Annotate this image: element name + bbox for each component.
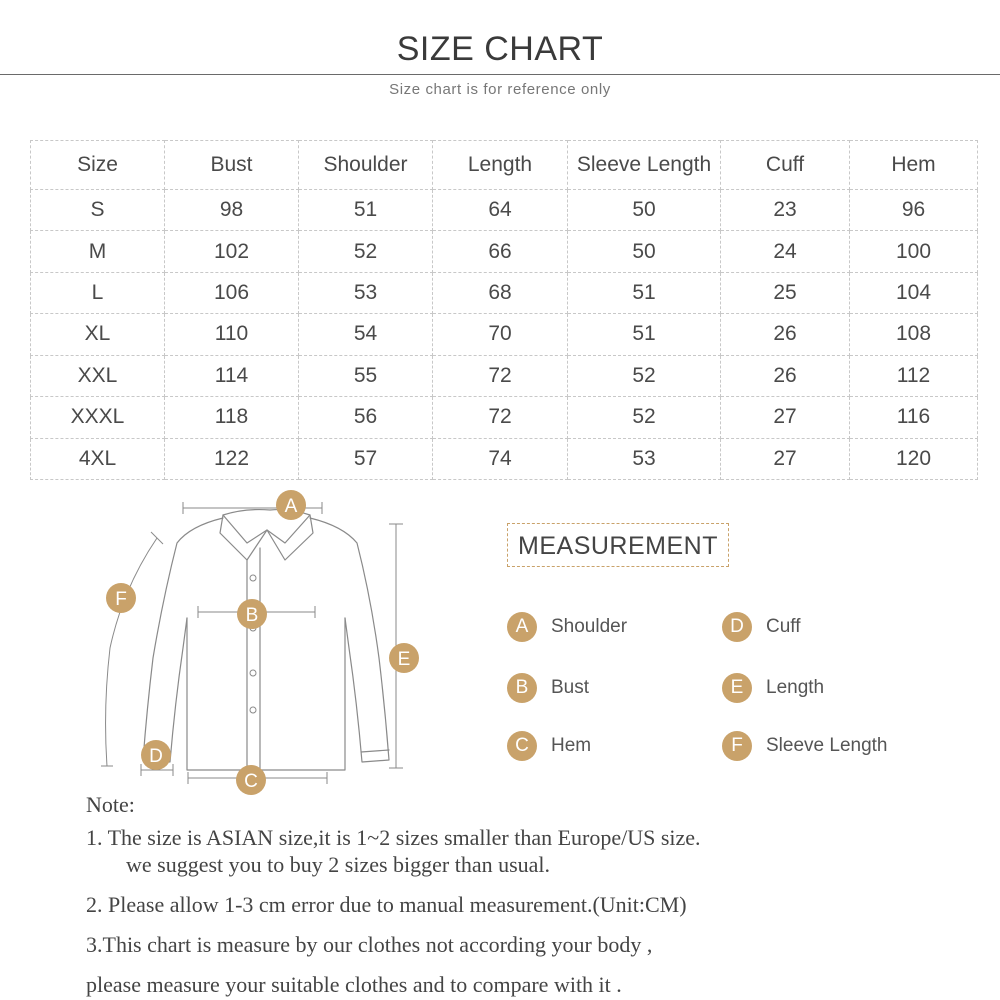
table-cell: 70 xyxy=(433,314,568,355)
table-cell: 53 xyxy=(299,272,433,313)
note-line: please measure your suitable clothes and to compare with it . xyxy=(86,972,622,997)
marker-b xyxy=(237,599,267,629)
table-cell: 68 xyxy=(433,272,568,313)
legend-label: Bust xyxy=(551,677,590,698)
table-row xyxy=(31,397,978,438)
badge-c: C xyxy=(507,731,537,761)
title-divider xyxy=(0,74,1000,75)
legend-item-shoulder xyxy=(507,610,627,644)
table-cell: 96 xyxy=(850,190,978,231)
marker-d xyxy=(141,740,171,770)
table-header-row xyxy=(31,141,978,190)
table-cell: 54 xyxy=(299,314,433,355)
table-cell: 64 xyxy=(433,190,568,231)
table-row xyxy=(31,314,978,355)
table-cell: 27 xyxy=(721,397,850,438)
svg-text:F: F xyxy=(115,589,127,610)
table-cell: 108 xyxy=(850,314,978,355)
table-cell: L xyxy=(31,272,165,313)
marker-f xyxy=(106,583,136,613)
table-cell: 102 xyxy=(165,231,299,272)
svg-text:A: A xyxy=(284,496,298,517)
shirt-diagram xyxy=(95,488,435,800)
table-cell: 114 xyxy=(165,355,299,396)
svg-text:B: B xyxy=(245,605,259,626)
table-cell: 55 xyxy=(299,355,433,396)
table-cell: 98 xyxy=(165,190,299,231)
svg-text:E: E xyxy=(397,649,411,670)
column-header: Cuff xyxy=(721,141,850,190)
legend-label: Hem xyxy=(551,735,592,756)
marker-c xyxy=(236,765,266,795)
table-cell: 50 xyxy=(568,231,721,272)
badge-a: A xyxy=(507,612,537,642)
table-cell: 24 xyxy=(721,231,850,272)
table-row xyxy=(31,438,978,479)
measurement-legend xyxy=(507,610,927,770)
table-cell: 53 xyxy=(568,438,721,479)
table-cell: 116 xyxy=(850,397,978,438)
column-header: Shoulder xyxy=(299,141,433,190)
table-cell: 66 xyxy=(433,231,568,272)
table-row xyxy=(31,355,978,396)
marker-a xyxy=(276,490,306,520)
page-title: SIZE CHART xyxy=(396,30,604,68)
legend-item-hem xyxy=(507,729,591,763)
badge-f: F xyxy=(722,731,752,761)
table-cell: 57 xyxy=(299,438,433,479)
table-row xyxy=(31,190,978,231)
table-cell: 26 xyxy=(721,355,850,396)
column-header: Hem xyxy=(850,141,978,190)
table-cell: 52 xyxy=(568,397,721,438)
note-line: 3.This chart is measure by our clothes not according your body , xyxy=(86,932,653,957)
table-cell: 72 xyxy=(433,397,568,438)
marker-e xyxy=(389,643,419,673)
table-cell: 52 xyxy=(299,231,433,272)
page-subtitle: Size chart is for reference only xyxy=(389,81,611,98)
table-cell: 51 xyxy=(568,314,721,355)
badge-d: D xyxy=(722,612,752,642)
table-cell: 110 xyxy=(165,314,299,355)
table-cell: 104 xyxy=(850,272,978,313)
table-cell: 112 xyxy=(850,355,978,396)
table-cell: 4XL xyxy=(31,438,165,479)
legend-item-length xyxy=(722,671,824,705)
badge-b: B xyxy=(507,673,537,703)
legend-label: Sleeve Length xyxy=(766,735,888,756)
table-cell: 25 xyxy=(721,272,850,313)
table-cell: M xyxy=(31,231,165,272)
table-cell: 51 xyxy=(299,190,433,231)
legend-item-cuff xyxy=(722,610,801,644)
measurement-title: MEASUREMENT xyxy=(507,523,729,567)
table-cell: 26 xyxy=(721,314,850,355)
table-row xyxy=(31,272,978,313)
table-cell: 27 xyxy=(721,438,850,479)
table-cell: 52 xyxy=(568,355,721,396)
table-row xyxy=(31,231,978,272)
column-header: Bust xyxy=(165,141,299,190)
badge-e: E xyxy=(722,673,752,703)
legend-item-bust xyxy=(507,671,589,705)
note-line: 1. The size is ASIAN size,it is 1~2 sizes smaller than Europe/US size. xyxy=(86,825,701,850)
table-cell: XXL xyxy=(31,355,165,396)
note-line: 2. Please allow 1-3 cm error due to manual measurement.(Unit:CM) xyxy=(86,892,687,917)
legend-label: Length xyxy=(766,677,825,698)
notes-heading: Note: xyxy=(86,792,135,817)
table-cell: 118 xyxy=(165,397,299,438)
legend-label: Cuff xyxy=(766,616,801,637)
table-cell: 51 xyxy=(568,272,721,313)
svg-text:C: C xyxy=(244,771,258,792)
table-cell: 120 xyxy=(850,438,978,479)
table-cell: S xyxy=(31,190,165,231)
column-header: Size xyxy=(31,141,165,190)
table-cell: 50 xyxy=(568,190,721,231)
column-header: Sleeve Length xyxy=(568,141,721,190)
table-cell: 122 xyxy=(165,438,299,479)
table-cell: 23 xyxy=(721,190,850,231)
size-table xyxy=(30,140,978,480)
table-cell: 72 xyxy=(433,355,568,396)
note-line: we suggest you to buy 2 sizes bigger than usual. xyxy=(126,852,551,877)
table-cell: 56 xyxy=(299,397,433,438)
table-cell: 106 xyxy=(165,272,299,313)
table-cell: 74 xyxy=(433,438,568,479)
table-cell: 100 xyxy=(850,231,978,272)
column-header: Length xyxy=(433,141,568,190)
legend-item-sleeve-length xyxy=(722,729,888,763)
table-cell: XXXL xyxy=(31,397,165,438)
legend-label: Shoulder xyxy=(551,616,628,637)
table-cell: XL xyxy=(31,314,165,355)
svg-text:D: D xyxy=(149,746,163,767)
